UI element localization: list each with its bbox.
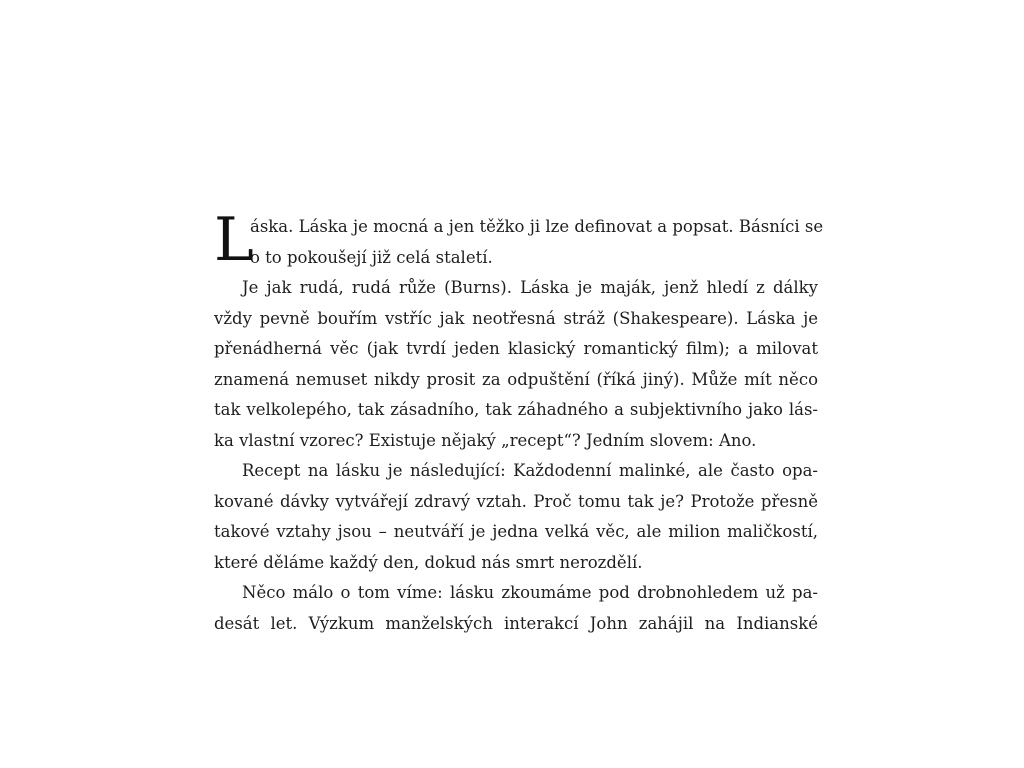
text-line: které děláme každý den, dokud nás smrt nerozdělí. [214, 552, 643, 572]
paragraph-3 [214, 456, 818, 578]
text-line: Recept na lásku je následující: Každodenní malinké, ale často opa- [242, 461, 818, 480]
text-line: přenádherná věc (jak tvrdí jeden klasický romantický film); a milovat [214, 339, 818, 358]
paragraph-4 [214, 578, 818, 639]
text-line: o to pokoušejí již celá staletí. [250, 247, 493, 267]
text-line: áska. Láska je mocná a jen těžko ji lze definovat a popsat. Básníci se [250, 217, 824, 236]
text-line: znamená nemuset nikdy prosit za odpuštění (říká jiný). Může mít něco [214, 369, 818, 389]
text-line: Něco málo o tom víme: lásku zkoumáme pod drobnohledem už pa- [242, 583, 818, 602]
text-line: kované dávky vytvářejí zdravý vztah. Proč tomu tak je? Protože přesně [214, 491, 818, 511]
text-line: desát let. Výzkum manželských interakcí John zahájil na Indianské [214, 613, 818, 633]
text-line: vždy pevně bouřím vstříc jak neotřesná stráž (Shakespeare). Láska je [214, 308, 818, 328]
text-line: Je jak rudá, rudá růže (Burns). Láska je maják, jenž hledí z dálky [242, 278, 818, 297]
drop-cap-letter: L [214, 205, 254, 275]
text-line: ka vlastní vzorec? Existuje nějaký „recept“? Jedním slovem: Ano. [214, 430, 757, 450]
text-line: tak velkolepého, tak zásadního, tak záhadného a subjektivního jako lás- [214, 400, 818, 419]
book-page-text [214, 205, 824, 639]
paragraph-1 [214, 205, 824, 275]
text-line: takové vztahy jsou – neutváří je jedna velká věc, ale milion maličkostí, [214, 522, 818, 541]
paragraph-2 [214, 273, 818, 456]
